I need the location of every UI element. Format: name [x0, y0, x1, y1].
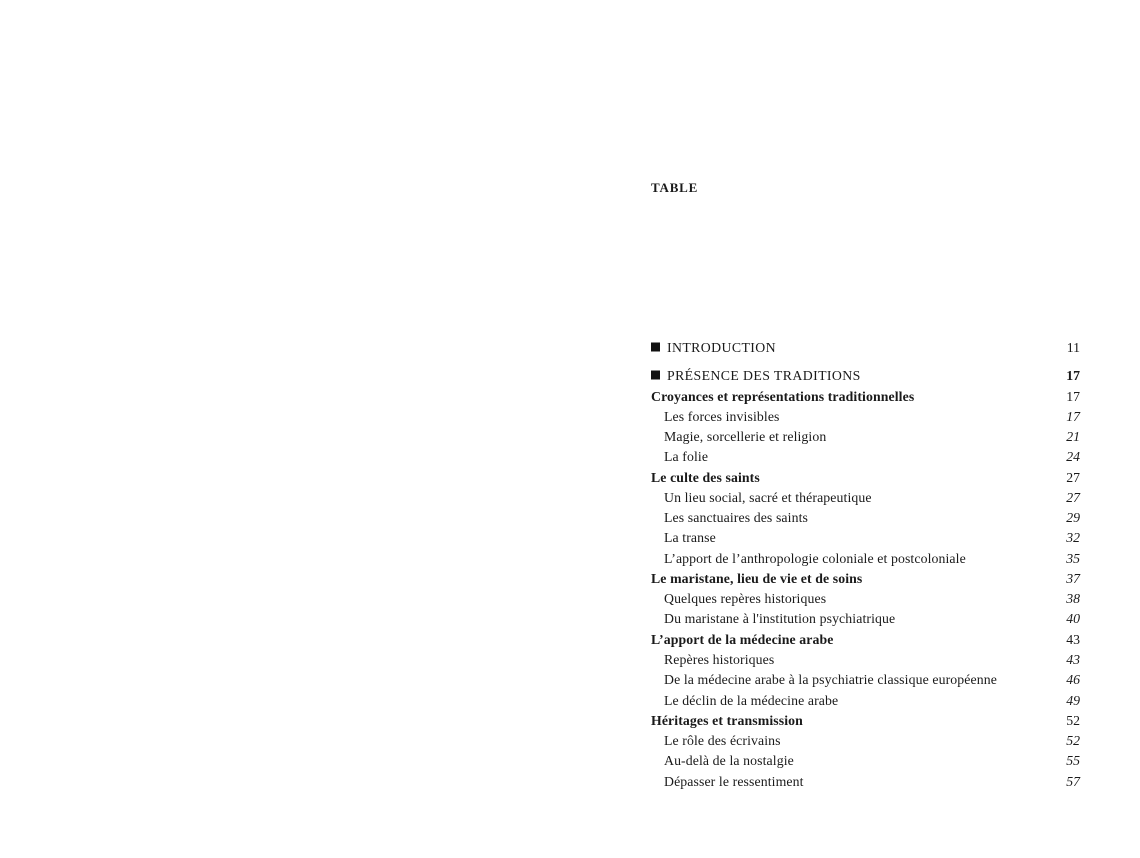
toc-entry-label	[651, 589, 826, 609]
toc-entry-page-number: 11	[1066, 340, 1080, 355]
toc-entry-label	[651, 366, 861, 386]
toc-entry-page-number: 27	[1066, 489, 1080, 505]
toc-entry	[651, 549, 1080, 569]
toc-entry	[651, 731, 1080, 751]
toc-entry	[651, 427, 1080, 447]
toc-entry-label	[651, 338, 776, 358]
toc-entry	[651, 772, 1080, 792]
toc-entry-label	[651, 731, 781, 751]
toc-entry-text: Un lieu social, sacré et thérapeutique	[664, 489, 872, 505]
toc-entry-label	[651, 772, 804, 792]
toc-entry-page-number: 43	[1066, 651, 1080, 667]
toc-entry	[651, 650, 1080, 670]
toc-entry	[651, 387, 1080, 407]
toc-entry-label	[651, 488, 872, 508]
toc-entry-label	[651, 650, 774, 670]
toc-entry-text: INTRODUCTION	[667, 340, 777, 355]
toc-entry-label	[651, 447, 708, 467]
toc-entry	[651, 630, 1080, 650]
toc-entry	[651, 589, 1080, 609]
toc-entry-label	[651, 691, 838, 711]
toc-entry-page-number: 27	[1066, 469, 1080, 485]
toc-entry-label	[651, 468, 760, 488]
toc-entry-page-number: 24	[1066, 449, 1080, 465]
toc-entry-page-number: 57	[1066, 773, 1080, 789]
toc-entry-page-number: 17	[1066, 408, 1080, 424]
toc-entry-page-number: 49	[1066, 692, 1080, 708]
toc-entry	[651, 609, 1080, 629]
toc-entry-text: L’apport de la médecine arabe	[651, 631, 834, 647]
toc-entry-text: Le déclin de la médecine arabe	[664, 692, 839, 708]
toc-entry	[651, 569, 1080, 589]
toc-entry-text: De la médecine arabe à la psychiatrie classique européenne	[664, 672, 997, 688]
toc-entry-label	[651, 609, 895, 629]
toc-entry-text: Au-delà de la nostalgie	[664, 753, 794, 769]
toc-entry-label	[651, 711, 803, 731]
toc-entry-page-number: 17	[1066, 368, 1080, 384]
toc-entry-text: Les forces invisibles	[664, 408, 780, 424]
toc-entry-label	[651, 387, 914, 407]
toc-entry-text: Le rôle des écrivains	[664, 733, 781, 749]
toc-entry-label	[651, 528, 716, 548]
toc-entry-text: PRÉSENCE DES TRADITIONS	[667, 368, 861, 384]
toc-entry	[651, 468, 1080, 488]
square-bullet-icon	[651, 371, 660, 380]
toc-entry	[651, 751, 1080, 771]
toc-entry	[651, 447, 1080, 467]
toc-entry-page-number: 52	[1066, 712, 1080, 728]
toc-entry	[651, 508, 1080, 528]
toc-entry-text: Héritages et transmission	[651, 712, 803, 728]
toc-entry	[651, 711, 1080, 731]
toc-entry-page-number: 55	[1066, 753, 1080, 769]
toc-entry-label	[651, 407, 780, 427]
toc-entry-page-number: 43	[1066, 631, 1080, 647]
toc-entry	[651, 670, 1080, 690]
toc-entry-page-number: 40	[1066, 611, 1080, 627]
toc-entry	[651, 691, 1080, 711]
toc-entry-page-number: 38	[1066, 591, 1080, 607]
toc-entry-label	[651, 508, 808, 528]
toc-entry-page-number: 35	[1066, 550, 1080, 566]
page-title: TABLE	[651, 180, 699, 195]
toc-entry-text: L’apport de l’anthropologie coloniale et postcoloniale	[664, 550, 966, 566]
toc-entry	[651, 338, 1080, 358]
toc-entry	[651, 528, 1080, 548]
toc-entry-text: Les sanctuaires des saints	[664, 510, 808, 526]
toc-entry-label	[651, 751, 794, 771]
toc-entry-page-number: 37	[1066, 570, 1080, 586]
toc-entry-text: Magie, sorcellerie et religion	[664, 429, 827, 445]
toc-entry-text: Repères historiques	[664, 651, 775, 667]
toc-entry-text: Du maristane à l'institution psychiatrique	[664, 611, 896, 627]
toc-entry-text: Croyances et représentations traditionnelles	[651, 388, 915, 404]
toc-entry-page-number: 21	[1066, 429, 1080, 445]
toc-entry	[651, 407, 1080, 427]
toc-entry-text: Le maristane, lieu de vie et de soins	[651, 570, 863, 586]
toc-entry-text: La folie	[664, 449, 709, 465]
toc-entry-label	[651, 427, 826, 447]
toc-entry-page-number: 46	[1066, 672, 1080, 688]
toc-entry-page-number: 32	[1066, 530, 1080, 546]
toc-entry-label	[651, 670, 997, 690]
toc-entry	[651, 488, 1080, 508]
toc-entry	[651, 366, 1080, 386]
table-of-contents	[651, 338, 1080, 792]
toc-entry-text: La transe	[664, 530, 716, 546]
toc-entry-text: Dépasser le ressentiment	[664, 773, 804, 789]
toc-entry-text: Le culte des saints	[651, 469, 760, 485]
toc-entry-page-number: 52	[1066, 733, 1080, 749]
toc-entry-text: Quelques repères historiques	[664, 591, 827, 607]
toc-entry-page-number: 29	[1066, 510, 1080, 526]
square-bullet-icon	[651, 343, 660, 352]
toc-entry-page-number: 17	[1066, 388, 1080, 404]
toc-entry-label	[651, 630, 834, 650]
toc-entry-label	[651, 569, 862, 589]
toc-entry-label	[651, 549, 966, 569]
